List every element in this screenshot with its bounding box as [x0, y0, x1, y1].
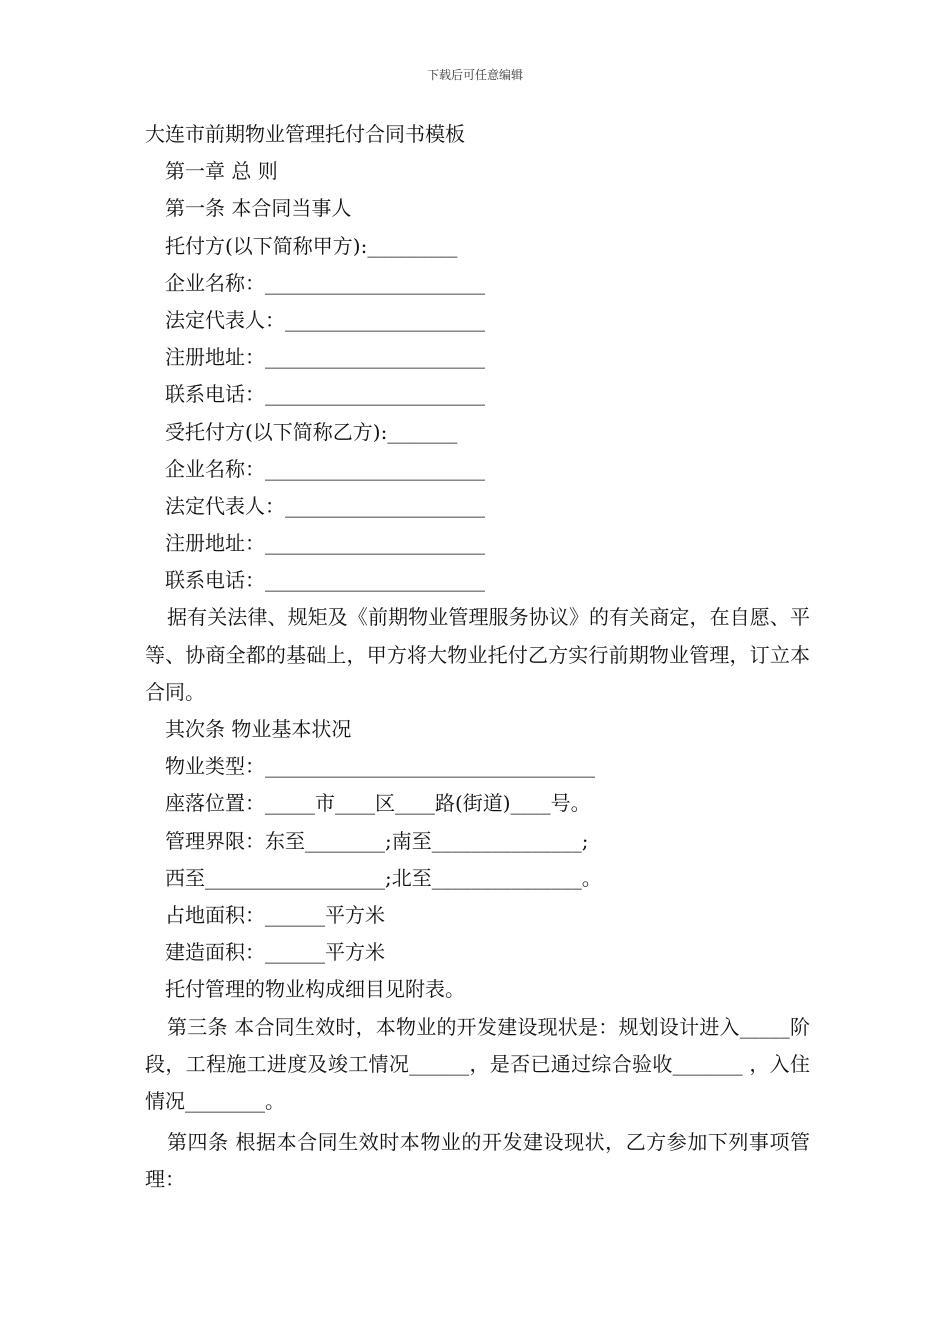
party-b-line: 受托付方(以下简称乙方):_______ — [165, 419, 458, 444]
party-a-company-field: 企业名称：______________________ — [165, 270, 485, 295]
intro-paragraph: 据有关法律、规矩及《前期物业管理服务协议》的有关商定，在自愿、平等、协商全都的基础上，甲方将大物业托付乙方实行前期物业管理，订立本合同。 — [145, 605, 810, 704]
article-3-paragraph: 第三条 本合同生效时，本物业的开发建设现状是：规划设计进入_____阶段，工程施工进度及竣工情况______，是否已通过综合验收_______ ，入住情况________。 — [145, 1014, 810, 1113]
boundary-east-south-field: 管理界限：东至________;南至_______________; — [165, 828, 589, 853]
party-a-address-field: 注册地址：______________________ — [165, 345, 485, 370]
property-location-field: 座落位置：_____市____区____路(街道)____号。 — [165, 791, 591, 816]
boundary-west-north-field: 西至__________________;北至_______________。 — [165, 865, 602, 890]
attachment-note: 托付管理的物业构成细目见附表。 — [165, 977, 465, 1002]
party-b-representative-field: 法定代表人：____________________ — [165, 493, 485, 518]
party-b-address-field: 注册地址：______________________ — [165, 531, 485, 556]
land-area-field: 占地面积：______平方米 — [165, 902, 385, 927]
chapter-heading: 第一章 总 则 — [165, 159, 278, 184]
building-area-field: 建造面积：______平方米 — [165, 940, 385, 965]
party-b-company-field: 企业名称：______________________ — [165, 456, 485, 481]
party-a-line: 托付方(以下简称甲方):_________ — [165, 233, 458, 258]
party-b-phone-field: 联系电话：______________________ — [165, 568, 485, 593]
party-a-phone-field: 联系电话：______________________ — [165, 382, 485, 407]
document-body — [145, 116, 810, 1199]
page-header: 下载后可任意编辑 — [426, 68, 523, 82]
article-1-heading: 第一条 本合同当事人 — [165, 196, 352, 221]
property-type-field: 物业类型：_________________________________ — [165, 754, 595, 779]
article-4-paragraph: 第四条 根据本合同生效时本物业的开发建设现状，乙方参加下列事项管理： — [145, 1130, 810, 1192]
party-a-representative-field: 法定代表人：____________________ — [165, 307, 485, 332]
document-title: 大连市前期物业管理托付合同书模板 — [145, 122, 465, 146]
article-2-heading: 其次条 物业基本状况 — [165, 717, 352, 742]
